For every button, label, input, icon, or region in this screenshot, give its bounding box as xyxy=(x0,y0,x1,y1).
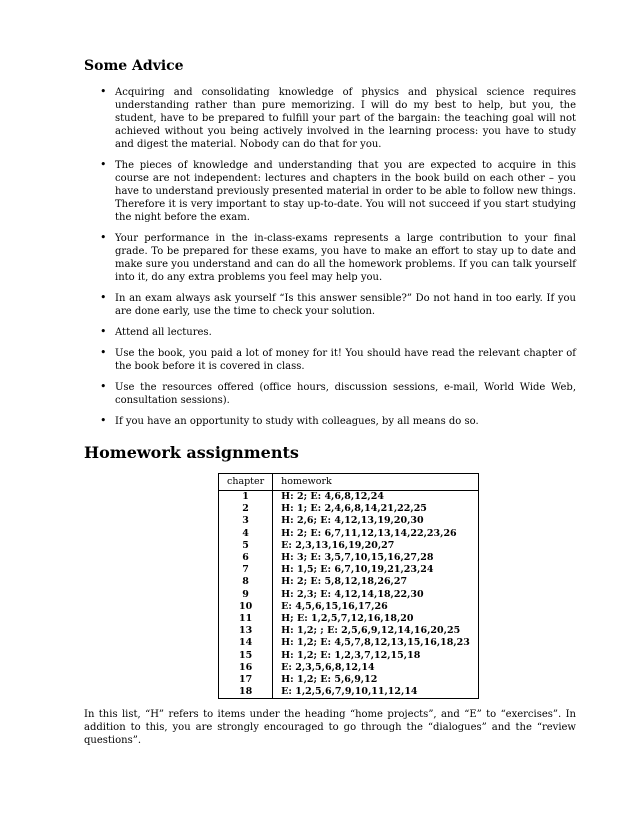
chapter-cell: 6 xyxy=(219,552,273,564)
chapter-cell: 16 xyxy=(219,662,273,674)
advice-bullet: • In an exam always ask yourself “Is this answer sensible?” Do not hand in too early. If you are done early, use the time to check your solution. xyxy=(84,292,576,318)
advice-bullet: • The pieces of knowledge and understanding that you are expected to acquire in this course are not independent: lectures and chapters in the book build on each other – you have to understand previously presented material in order to be able to follow new things. Therefore it is very important to stay up-to-date. You will not succeed if you start studying the night before the exam. xyxy=(84,159,576,224)
table-row xyxy=(219,686,479,699)
homework-table-body xyxy=(219,491,479,699)
table-row xyxy=(219,503,479,515)
homework-cell: E: 2,3,13,16,19,20,27 xyxy=(281,539,395,551)
table-row xyxy=(219,552,479,564)
advice-section-heading: Some Advice xyxy=(84,58,184,74)
chapter-column-header: chapter xyxy=(219,474,273,491)
homework-cell: H: 1,2; E: 1,2,3,7,12,15,18 xyxy=(281,649,421,661)
chapter-cell: 15 xyxy=(219,650,273,662)
homework-cell: H: 2; E: 5,8,12,18,26,27 xyxy=(281,576,408,588)
advice-bullet-list xyxy=(84,86,576,428)
chapter-cell: 11 xyxy=(219,613,273,625)
homework-table-header xyxy=(219,474,479,491)
table-row xyxy=(219,576,479,588)
homework-column-header: homework xyxy=(273,474,479,491)
chapter-cell: 1 xyxy=(219,491,273,504)
homework-table xyxy=(218,473,479,699)
table-row xyxy=(219,601,479,613)
homework-cell: E: 2,3,5,6,8,12,14 xyxy=(281,661,375,673)
chapter-cell: 18 xyxy=(219,686,273,699)
homework-cell: H: 1,5; E: 6,7,10,19,21,23,24 xyxy=(281,564,434,576)
chapter-cell: 5 xyxy=(219,540,273,552)
chapter-cell: 13 xyxy=(219,625,273,637)
chapter-cell: 8 xyxy=(219,576,273,588)
table-row xyxy=(219,613,479,625)
table-row xyxy=(219,491,479,504)
table-row xyxy=(219,650,479,662)
homework-cell: H: 1; E: 2,4,6,8,14,21,22,25 xyxy=(281,503,427,515)
homework-cell: H: 2; E: 4,6,8,12,24 xyxy=(281,491,384,502)
advice-bullet: • If you have an opportunity to study with colleagues, by all means do so. xyxy=(84,415,576,428)
table-row xyxy=(219,540,479,552)
advice-bullet: • Use the book, you paid a lot of money for it! You should have read the relevant chapter of the book before it is covered in class. xyxy=(84,347,576,373)
chapter-cell: 14 xyxy=(219,637,273,649)
homework-cell: H: 2,6; E: 4,12,13,19,20,30 xyxy=(281,515,424,527)
advice-bullet: • Attend all lectures. xyxy=(84,326,576,339)
table-row xyxy=(219,662,479,674)
homework-cell: E: 1,2,5,6,7,9,10,11,12,14 xyxy=(281,686,418,698)
table-row xyxy=(219,564,479,576)
advice-bullet: • Use the resources offered (office hours, discussion sessions, e-mail, World Wide Web, consultation sessions). xyxy=(84,381,576,407)
chapter-cell: 7 xyxy=(219,564,273,576)
table-row xyxy=(219,625,479,637)
table-row xyxy=(219,589,479,601)
chapter-cell: 17 xyxy=(219,674,273,686)
chapter-cell: 9 xyxy=(219,589,273,601)
homework-cell: H: 1,2; E: 4,5,7,8,12,13,15,16,18,23 xyxy=(281,637,470,649)
table-row xyxy=(219,637,479,649)
homework-section-heading: Homework assignments xyxy=(84,443,299,462)
chapter-cell: 3 xyxy=(219,515,273,527)
homework-cell: H: 3; E: 3,5,7,10,15,16,27,28 xyxy=(281,552,434,564)
homework-cell: E: 4,5,6,15,16,17,26 xyxy=(281,600,388,612)
chapter-cell: 2 xyxy=(219,503,273,515)
homework-cell: H: 1,2; E: 5,6,9,12 xyxy=(281,674,378,686)
advice-bullet: • Acquiring and consolidating knowledge of physics and physical science requires understanding rather than pure memorizing. I will do my best to help, but you, the student, have to be prepared to fulfill your part of the bargain: the teaching goal will not achieved without you being actively involved in the learning process: you have to study and digest the material. Nobody can do that for you. xyxy=(84,86,576,151)
chapter-cell: 10 xyxy=(219,601,273,613)
chapter-cell: 4 xyxy=(219,528,273,540)
advice-bullet: • Your performance in the in-class-exams represents a large contribution to your final grade. To be prepared for these exams, you have to make an effort to stay up to date and make sure you understand and can do all the homework problems. If you can talk yourself into it, do any extra problems you feel may help you. xyxy=(84,232,576,284)
homework-cell: H: 2,3; E: 4,12,14,18,22,30 xyxy=(281,588,424,600)
homework-cell: H: 1,2; ; E: 2,5,6,9,12,14,16,20,25 xyxy=(281,625,461,637)
table-header-row xyxy=(219,474,479,491)
table-row xyxy=(219,528,479,540)
homework-cell: H; E: 1,2,5,7,12,16,18,20 xyxy=(281,613,414,625)
table-row xyxy=(219,674,479,686)
homework-cell: H: 2; E: 6,7,11,12,13,14,22,23,26 xyxy=(281,527,457,539)
table-row xyxy=(219,515,479,527)
legend-note: In this list, “H” refers to items under the heading “home projects”, and “E” to “exercises”. In addition to this, you are strongly encouraged to go through the “dialogues” and the “review questions”. xyxy=(84,709,576,747)
